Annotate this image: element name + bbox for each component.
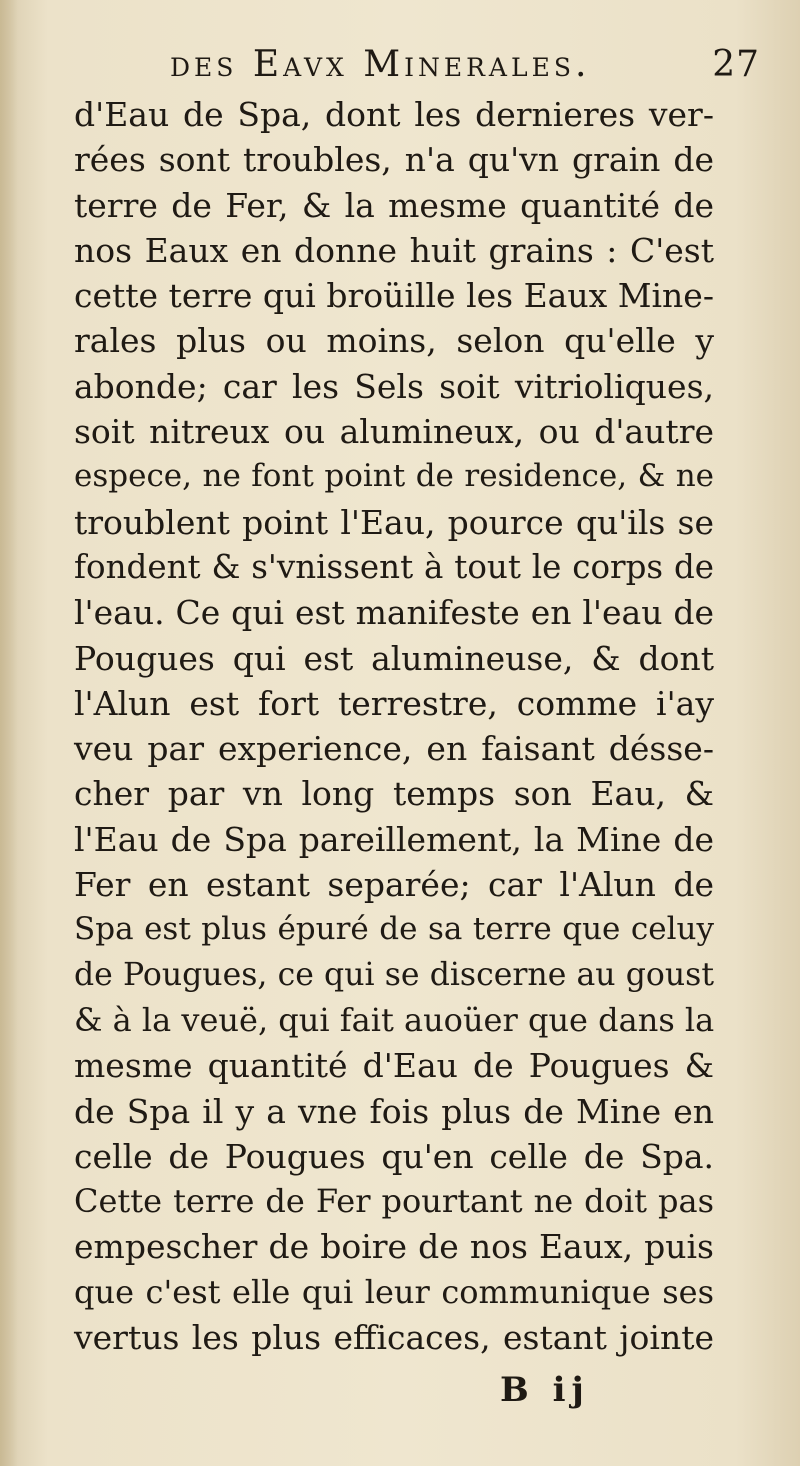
text-line: Spa est plus épuré de sa terre que celuy — [74, 911, 714, 948]
text-line: nos Eaux en donne huit grains : C'est — [74, 230, 714, 270]
text-line: l'eau. Ce qui est manifeste en l'eau de — [74, 593, 714, 633]
text-line: l'Eau de Spa pareillement, la Mine de — [74, 819, 714, 859]
text-line: l'Alun est fort terrestre, comme i'ay — [74, 683, 714, 723]
text-line: Fer en estant separée; car l'Alun de — [74, 865, 714, 905]
text-line: rées sont troubles, n'a qu'vn grain de — [74, 140, 714, 180]
text-line: de Pougues, ce qui se discerne au goust — [74, 956, 714, 993]
running-head-title: des Eavx Minerales. — [170, 44, 591, 85]
page-number: 27 — [712, 44, 760, 85]
text-line: empescher de boire de nos Eaux, puis — [74, 1227, 714, 1267]
text-line: de Spa il y a vne fois plus de Mine en — [74, 1091, 714, 1131]
text-line: d'Eau de Spa, dont les dernieres ver- — [74, 95, 714, 134]
text-line: mesme quantité d'Eau de Pougues & — [74, 1046, 714, 1086]
running-head — [170, 44, 770, 94]
text-line: que c'est elle qui leur communique ses — [74, 1272, 714, 1311]
text-line: abonde; car les Sels soit vitrioliques, — [74, 366, 714, 406]
text-line: cher par vn long temps son Eau, & — [74, 774, 714, 814]
text-line: vertus les plus efficaces, estant jointe — [74, 1318, 714, 1358]
text-line: celle de Pougues qu'en celle de Spa. — [74, 1136, 714, 1176]
text-line: Pougues qui est alumineuse, & dont — [74, 638, 714, 678]
text-line: troublent point l'Eau, pource qu'ils se — [74, 502, 714, 542]
text-line: terre de Fer, & la mesme quantité de — [74, 185, 714, 225]
text-line: & à la veuë, qui fait auoüer que dans la — [74, 1000, 715, 1039]
body-text — [74, 92, 714, 1360]
text-line: espece, ne font point de residence, & ne — [74, 458, 714, 495]
text-line: Cette terre de Fer pourtant ne doit pas — [74, 1182, 714, 1221]
signature-mark: B ij — [500, 1370, 590, 1410]
text-line: veu par experience, en faisant désse- — [74, 729, 714, 769]
text-line: cette terre qui broüille les Eaux Mine- — [74, 276, 714, 316]
text-line: fondent & s'vnissent à tout le corps de — [74, 547, 714, 586]
text-line: soit nitreux ou alumineux, ou d'autre — [74, 412, 714, 452]
text-line: rales plus ou moins, selon qu'elle y — [74, 321, 714, 361]
